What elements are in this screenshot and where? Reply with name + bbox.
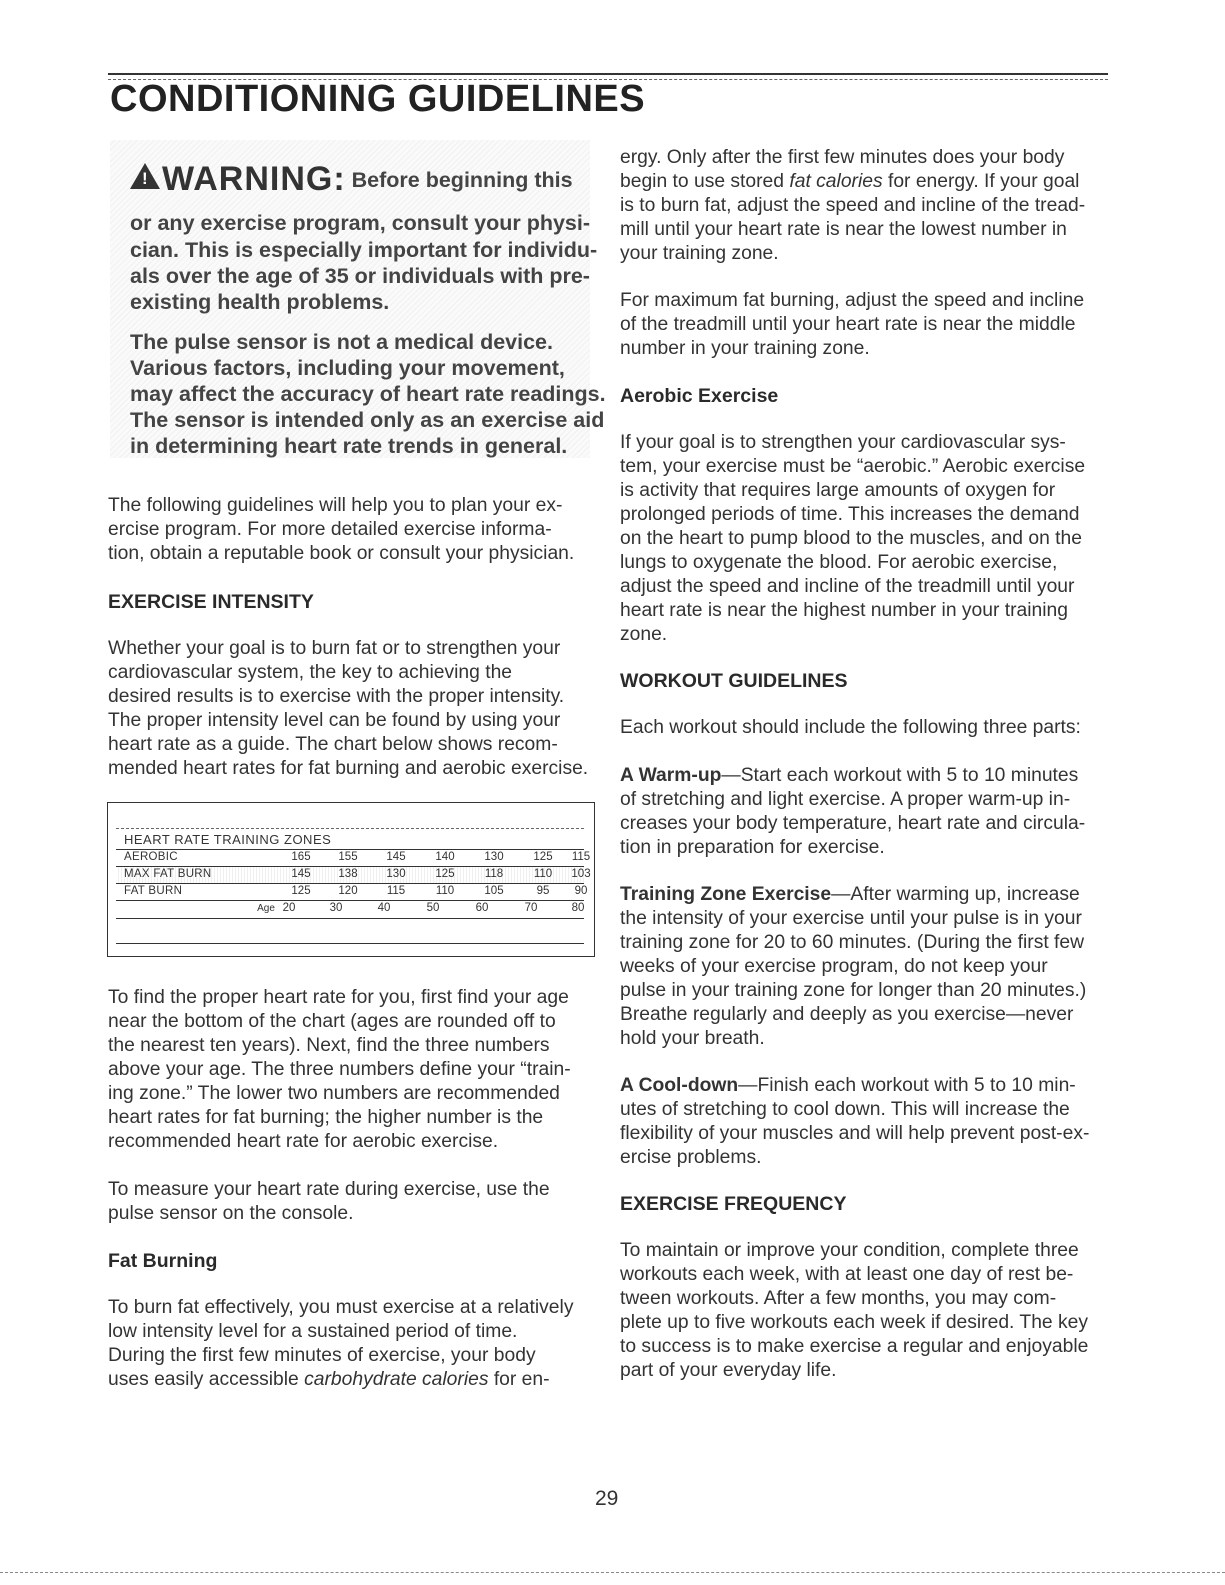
chart-cell: 110 [435,885,455,897]
workout-intro: Each workout should include the following three parts: [620,717,1081,738]
chart-cell: 103 [571,868,591,880]
continuation-emphasis: fat calories [789,171,883,192]
cooldown-line: utes of stretching to cool down. This will increase the [620,1099,1070,1120]
warning-triangle-icon [130,163,160,189]
chart-cell: 125 [291,885,311,897]
chart-row-age [116,900,584,919]
workout-guidelines-heading: WORKOUT GUIDELINES [620,670,848,692]
intensity-line: heart rate as a guide. The chart below shows recom- [108,734,558,755]
row-label: FAT BURN [124,885,183,897]
chart-bottom-divider [116,943,584,944]
age-cell: 50 [426,902,440,914]
chart-cell: 118 [484,868,504,880]
continuation-text: begin to use stored [620,171,790,192]
bottom-rule [0,1572,1225,1574]
warmup-line [620,764,1110,788]
chart-cell: 90 [574,885,588,897]
chart-cell: 145 [291,868,311,880]
intensity-line: desired results is to exercise with the proper intensity. [108,686,565,707]
frequency-line: to success is to make exercise a regular and enjoyable [620,1336,1089,1357]
warning-text-line: Before beginning this [351,168,573,192]
age-cell: 60 [475,902,489,914]
age-cell: 70 [524,902,538,914]
warmup-line: of stretching and light exercise. A proper warm-up in- [620,789,1071,810]
find-rate-line: heart rates for fat burning; the higher number is the [108,1107,544,1128]
fat-line: During the first few minutes of exercise, your body [108,1345,536,1366]
aerobic-line: adjust the speed and incline of the treadmill until your [620,576,1075,597]
fat-burning-heading: Fat Burning [108,1250,218,1272]
chart-row-aerobic [116,849,591,867]
find-rate-line: near the bottom of the chart (ages are rounded off to [108,1011,556,1032]
aerobic-line: tem, your exercise must be “aerobic.” Aerobic exercise [620,456,1086,477]
chart-top-divider [116,828,584,829]
warning-text-line: als over the age of 35 or individuals with pre- [130,264,590,288]
chart-cell: 130 [484,851,504,863]
cooldown-text: —Finish each workout with 5 to 10 min- [738,1075,1076,1096]
training-label: Training Zone Exercise [620,884,832,905]
intensity-line: Whether your goal is to burn fat or to strengthen your [108,638,561,659]
frequency-line: tween workouts. After a few months, you may com- [620,1288,1057,1309]
cooldown-label: A Cool-down [620,1075,739,1096]
chart-cell: 110 [533,868,553,880]
training-line: Breathe regularly and deeply as you exercise—never [620,1004,1074,1025]
frequency-line: plete up to five workouts each week if desired. The key [620,1312,1089,1333]
training-line: weeks of your exercise program, do not keep your [620,956,1048,977]
page-title: CONDITIONING GUIDELINES [110,78,646,120]
page-number: 29 [595,1487,619,1510]
chart-cell: 95 [536,885,550,897]
aerobic-line: prolonged periods of time. This increases the demand [620,504,1080,525]
intro-line: ercise program. For more detailed exercise informa- [108,519,552,540]
find-rate-line: To find the proper heart rate for you, first find your age [108,987,569,1008]
warmup-line: tion in preparation for exercise. [620,837,885,858]
continuation-line: mill until your heart rate is near the lowest number in [620,219,1067,240]
cooldown-line: ercise problems. [620,1147,762,1168]
fat-line [108,1368,598,1392]
frequency-line: To maintain or improve your condition, complete three [620,1240,1079,1261]
sensor-note-line: Various factors, including your movement, [130,356,565,380]
sensor-note-line: may affect the accuracy of heart rate readings. [130,382,606,406]
warning-text-line: cian. This is especially important for individu- [130,238,598,262]
intensity-line: cardiovascular system, the key to achieving the [108,662,513,683]
chart-cell: 145 [386,851,406,863]
chart-row-fat-burn [116,883,588,901]
training-line: training zone for 20 to 60 minutes. (During the first few [620,932,1085,953]
warning-text-line: existing health problems. [130,290,390,314]
sensor-note-line: The sensor is intended only as an exercise aid [130,408,605,432]
chart-cell: 130 [386,868,406,880]
aerobic-line: heart rate is near the highest number in your training [620,600,1069,621]
continuation-line [620,170,1110,194]
chart-cell: 155 [338,851,358,863]
max-fat-line: For maximum fat burning, adjust the speed and incline [620,290,1085,311]
aerobic-line: is activity that requires large amounts of oxygen for [620,480,1056,501]
aerobic-exercise-heading: Aerobic Exercise [620,385,779,407]
chart-title: HEART RATE TRAINING ZONES [124,832,332,847]
warning-text-line: or any exercise program, consult your physi- [130,211,591,235]
age-cell: 80 [571,902,585,914]
frequency-line: workouts each week, with at least one day of rest be- [620,1264,1074,1285]
exercise-intensity-heading: EXERCISE INTENSITY [108,591,314,613]
intro-line: tion, obtain a reputable book or consult your physician. [108,543,575,564]
warmup-label: A Warm-up [620,765,722,786]
sensor-note-line: in determining heart rate trends in general. [130,434,568,458]
continuation-line: is to burn fat, adjust the speed and incline of the tread- [620,195,1086,216]
chart-cell: 115 [386,885,406,897]
age-label: Age [257,903,275,914]
warning-first-line [130,160,573,199]
chart-cell: 125 [533,851,553,863]
aerobic-line: lungs to oxygenate the blood. For aerobic exercise, [620,552,1058,573]
training-line: the intensity of your exercise until your pulse is in your [620,908,1082,929]
intensity-line: mended heart rates for fat burning and aerobic exercise. [108,758,589,779]
chart-row-max-fat-burn [116,866,591,884]
row-label: MAX FAT BURN [124,868,212,880]
chart-cell: 105 [484,885,504,897]
chart-cell: 165 [291,851,311,863]
frequency-line: part of your everyday life. [620,1360,837,1381]
training-line: pulse in your training zone for longer than 20 minutes.) [620,980,1087,1001]
exercise-frequency-heading: EXERCISE FREQUENCY [620,1193,847,1215]
heart-rate-chart [107,802,595,957]
max-fat-line: number in your training zone. [620,338,870,359]
warning-box [110,140,606,458]
chart-cell: 138 [338,868,358,880]
intensity-line: The proper intensity level can be found by using your [108,710,561,731]
training-text: —After warming up, increase [831,884,1080,905]
aerobic-line: If your goal is to strengthen your cardiovascular sys- [620,432,1066,453]
chart-cell: 125 [435,868,455,880]
aerobic-line: zone. [620,624,668,645]
measure-line: pulse sensor on the console. [108,1203,354,1224]
row-label: AEROBIC [124,851,178,863]
fat-line-text: uses easily accessible [108,1369,305,1390]
age-cell: 20 [282,902,296,914]
intro-line: The following guidelines will help you to plan your ex- [108,495,563,516]
max-fat-line: of the treadmill until your heart rate is near the middle [620,314,1076,335]
cooldown-line [620,1074,1110,1098]
fat-line-emphasis: carbohydrate calories [304,1369,489,1390]
find-rate-line: the nearest ten years). Next, find the three numbers [108,1035,550,1056]
sensor-note-line: The pulse sensor is not a medical device. [130,330,553,354]
continuation-line: ergy. Only after the first few minutes does your body [620,147,1065,168]
chart-cell: 115 [571,851,591,863]
age-cell: 40 [377,902,391,914]
training-line: hold your breath. [620,1028,765,1049]
measure-line: To measure your heart rate during exercise, use the [108,1179,550,1200]
continuation-line: your training zone. [620,243,779,264]
chart-cell: 140 [435,851,455,863]
find-rate-line: recommended heart rate for aerobic exercise. [108,1131,499,1152]
fat-line: low intensity level for a sustained period of time. [108,1321,518,1342]
warmup-text: —Start each workout with 5 to 10 minutes [721,765,1079,786]
aerobic-line: on the heart to pump blood to the muscles, and on the [620,528,1082,549]
fat-line: To burn fat effectively, you must exercise at a relatively [108,1297,574,1318]
warmup-line: creases your body temperature, heart rate and circula- [620,813,1086,834]
continuation-text: for energy. If your goal [882,171,1080,192]
warning-label: WARNING: [162,160,346,198]
age-cell: 30 [329,902,343,914]
fat-line-text: for en- [488,1369,550,1390]
training-line [620,883,1110,907]
find-rate-line: above your age. The three numbers define your “train- [108,1059,571,1080]
cooldown-line: flexibility of your muscles and will help prevent post-ex- [620,1123,1090,1144]
chart-cell: 120 [338,885,358,897]
find-rate-line: ing zone.” The lower two numbers are recommended [108,1083,560,1104]
